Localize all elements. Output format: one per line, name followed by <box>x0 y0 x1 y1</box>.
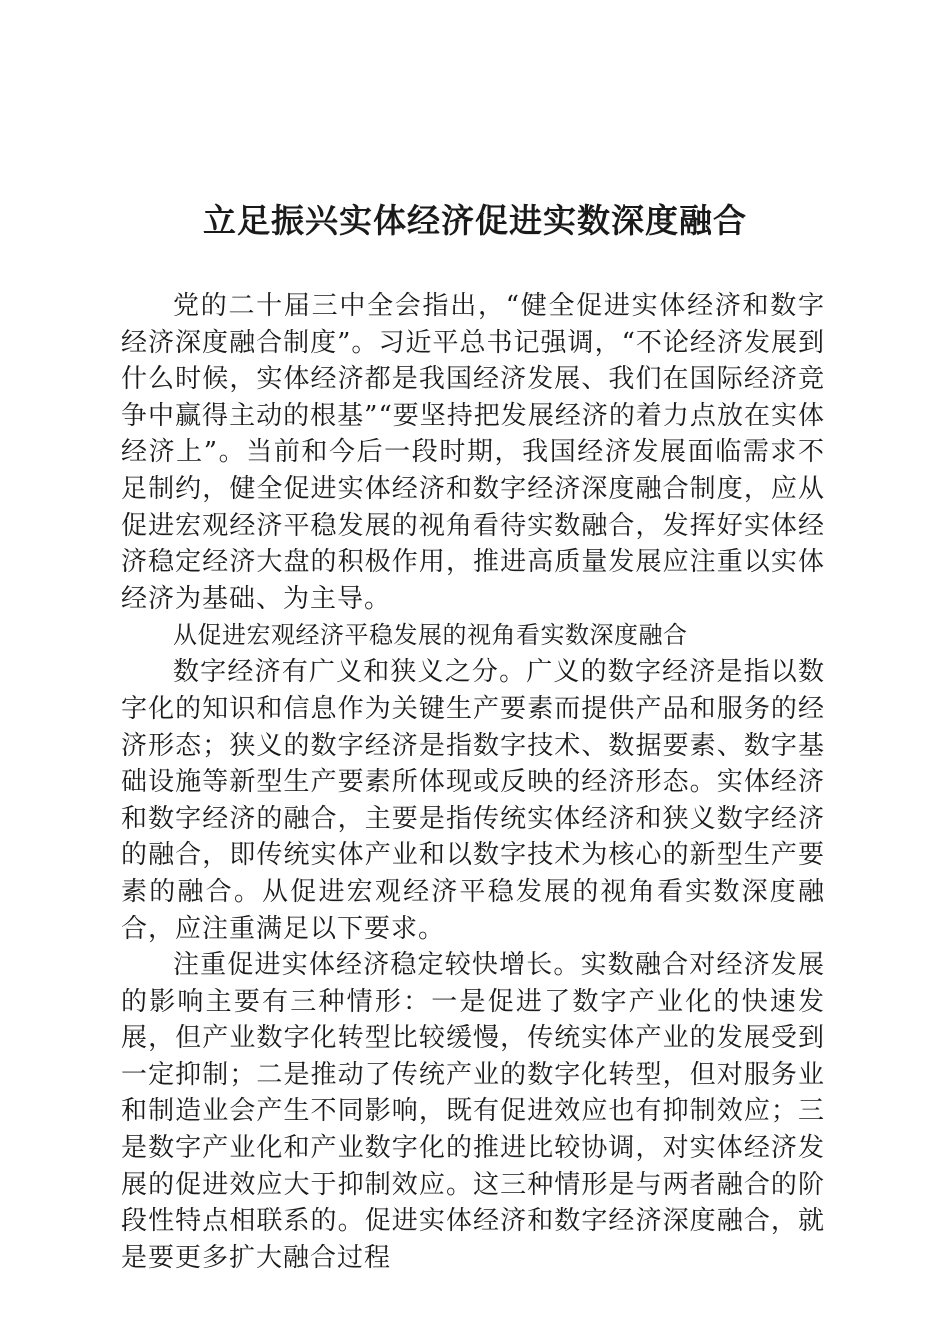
section-paragraph-1: 数字经济有广义和狭义之分。广义的数字经济是指以数字化的知识和信息作为关键生产要素而提供产品和服务的经济形态；狭义的数字经济是指数字技术、数据要素、数字基础设施等新型生产要素所体现或反映的经济形态。实体经济和数字经济的融合，主要是指传统实体经济和狭义数字经济的融合，即传统实体产业和以数字技术为核心的新型生产要素的融合。从促进宏观经济平稳发展的视角看实数深度融合，应注重满足以下要求。 <box>121 657 825 944</box>
intro-paragraph: 党的二十届三中全会指出，“健全促进实体经济和数字经济深度融合制度”。习近平总书记强调，“不论经济发展到什么时候，实体经济都是我国经济发展、我们在国际经济竞争中赢得主动的根基”“要坚持把发展经济的着力点放在实体经济上”。当前和今后一段时期，我国经济发展面临需求不足制约，健全促进实体经济和数字经济深度融合制度，应从促进宏观经济平稳发展的视角看待实数融合，发挥好实体经济稳定经济大盘的积极作用，推进高质量发展应注重以实体经济为基础、为主导。 <box>121 291 825 614</box>
section-heading: 从促进宏观经济平稳发展的视角看实数深度融合 <box>173 621 688 650</box>
document-body <box>121 288 825 1276</box>
document-title: 立足振兴实体经济促进实数深度融合 <box>203 201 747 240</box>
section-paragraph-2: 注重促进实体经济稳定较快增长。实数融合对经济发展的影响主要有三种情形：一是促进了数字产业化的快速发展，但产业数字化转型比较缓慢，传统实体产业的发展受到一定抑制；二是推动了传统产业的数字化转型，但对服务业和制造业会产生不同影响，既有促进效应也有抑制效应；三是数字产业化和产业数字化的推进比较协调，对实体经济发展的促进效应大于抑制效应。这三种情形是与两者融合的阶段性特点相联系的。促进实体经济和数字经济深度融合，就是要更多扩大融合过程 <box>121 950 825 1273</box>
